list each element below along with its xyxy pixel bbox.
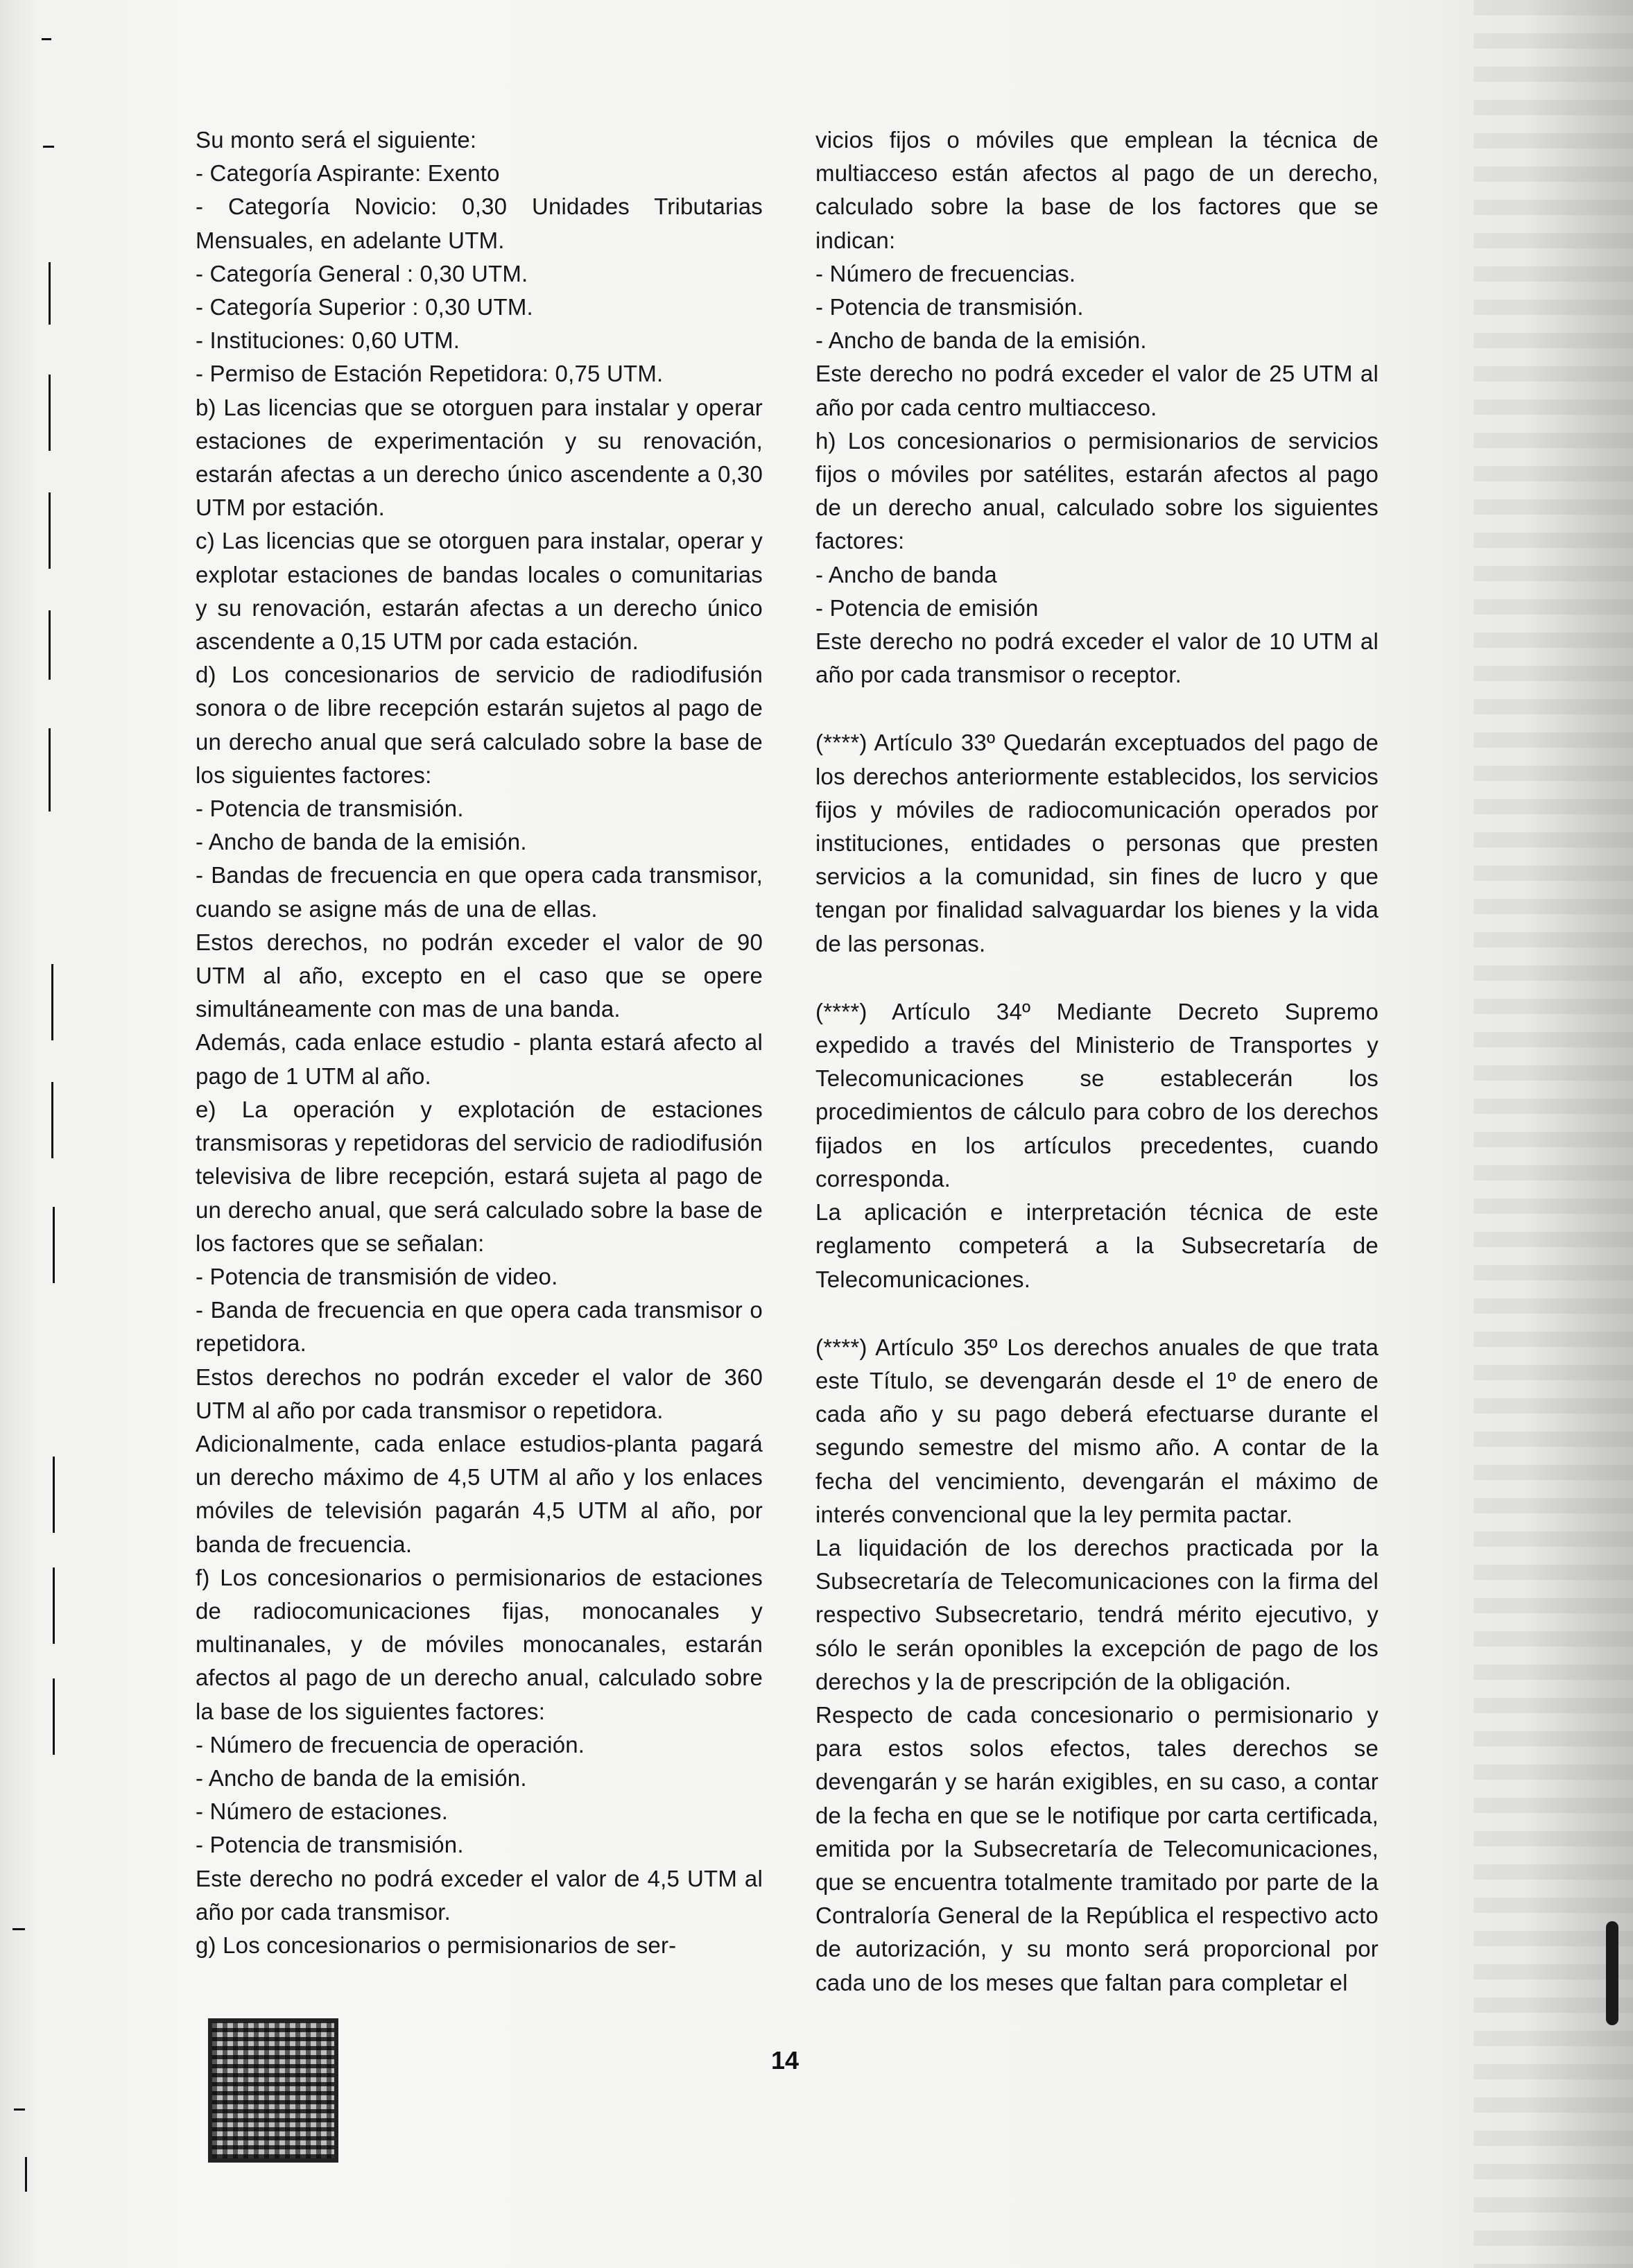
margin-mark bbox=[12, 1928, 25, 1930]
margin-mark bbox=[51, 1082, 53, 1158]
paragraph: La aplicación e interpretación técnica de este reglamento competerá a la Subsecretaría de Telecomunicaciones. bbox=[815, 1199, 1379, 1292]
paragraph: e) La operación y explotación de estaciones transmisoras y repetidoras del servicio de radiodifusión televisiva de libre recepción, estará sujeta al pago de un derecho anual, que será calculado sobre la base de los factores que se señalan: bbox=[196, 1096, 763, 1256]
section-gap bbox=[815, 1296, 1379, 1331]
paragraph: vicios fijos o móviles que emplean la técnica de multiacceso están afectos al pago de un derecho, calculado sobre la base de los factores que se indican: bbox=[815, 127, 1379, 253]
margin-mark bbox=[49, 728, 51, 811]
section-gap bbox=[815, 961, 1379, 995]
list-item: - Número de frecuencia de operación. bbox=[196, 1731, 585, 1758]
paragraph: Respecto de cada concesionario o permisionario y para estos solos efectos, tales derechos se devengarán y se harán exigibles, en su caso, a contar de la fecha en que se le notifique por carta certificada, emitida por la Subsecretaría de Telecomunicaciones, que se encuentra totalmente tramitado por parte de la Contraloría General de la República el respectivo acto de autorización, y su monto será proporcional por cada uno de los meses que faltan para completar el bbox=[815, 1701, 1379, 1995]
list-item: - Ancho de banda de la emisión. bbox=[815, 327, 1147, 354]
margin-mark bbox=[51, 964, 53, 1040]
page-number: 14 bbox=[771, 2046, 800, 2074]
paragraph: f) Los concesionarios o permisionarios de estaciones de radiocomunicaciones fijas, monocanales y multinanales, y de móviles monocanales, estarán afectos al pago de un derecho anual, calculado sobre la base de los siguientes factores: bbox=[196, 1564, 763, 1724]
list-item: - Categoría Novicio: 0,30 Unidades Tributarias Mensuales, en adelante UTM. bbox=[196, 194, 763, 253]
list-item: - Potencia de transmisión de video. bbox=[196, 1263, 558, 1289]
paragraph: d) Los concesionarios de servicio de radiodifusión sonora o de libre recepción estarán sujetos al pago de un derecho anual que será calculado sobre la base de los siguientes factores: bbox=[196, 662, 763, 788]
paragraph: Este derecho no podrá exceder el valor de 4,5 UTM al año por cada transmisor. bbox=[196, 1865, 763, 1925]
article-34: (****) Artículo 34º Mediante Decreto Supremo expedido a través del Ministerio de Transportes y Telecomunicaciones se establecerán los procedimientos de cálculo para cobro de los derechos fijados en los artículos precedentes, cuando corresponda. bbox=[815, 998, 1379, 1192]
paragraph: Adicionalmente, cada enlace estudios-planta pagará un derecho máximo de 4,5 UTM al año y los enlaces móviles de televisión pagarán 4,5 UTM al año, por banda de frecuencia. bbox=[196, 1430, 763, 1557]
list-item: - Número de frecuencias. bbox=[815, 260, 1076, 286]
margin-mark bbox=[53, 1567, 55, 1644]
list-item: - Banda de frecuencia en que opera cada transmisor o repetidora. bbox=[196, 1297, 763, 1357]
list-item: - Número de estaciones. bbox=[196, 1798, 449, 1825]
list-item: - Ancho de banda de la emisión. bbox=[196, 829, 527, 855]
paragraph: La liquidación de los derechos practicada por la Subsecretaría de Telecomunicaciones con la firma del respectivo Subsecretario, tendrá mérito ejecutivo, y sólo le serán oponibles la excepción de pago de los derechos y la de prescripción de la obligación. bbox=[815, 1534, 1379, 1694]
list-item: - Potencia de emisión bbox=[815, 594, 1039, 621]
paragraph: g) Los concesionarios o permisionarios de ser- bbox=[196, 1932, 677, 1958]
list-item: - Categoría Superior : 0,30 UTM. bbox=[196, 294, 533, 320]
list-item: - Potencia de transmisión. bbox=[196, 1832, 464, 1858]
list-item: - Potencia de transmisión. bbox=[196, 796, 464, 822]
paragraph: Este derecho no podrá exceder el valor de 10 UTM al año por cada transmisor o receptor. bbox=[815, 628, 1379, 688]
paragraph: Estos derechos, no podrán exceder el valor de 90 UTM al año, excepto en el caso que se opere simultáneamente con mas de una banda. bbox=[196, 929, 763, 1022]
paragraph: c) Las licencias que se otorguen para instalar, operar y explotar estaciones de bandas locales o comunitarias y su renovación, estarán afectas a un derecho único ascendente a 0,15 UTM por cada estación. bbox=[196, 528, 763, 655]
list-item: - Categoría General : 0,30 UTM. bbox=[196, 260, 528, 286]
list-item: - Ancho de banda de la emisión. bbox=[196, 1764, 527, 1791]
margin-mark bbox=[53, 1457, 55, 1533]
margin-mark bbox=[42, 38, 51, 40]
list-item: - Permiso de Estación Repetidora: 0,75 UTM. bbox=[196, 361, 664, 387]
margin-mark bbox=[43, 146, 54, 148]
margin-mark bbox=[49, 492, 51, 569]
paragraph: Este derecho no podrá exceder el valor de 25 UTM al año por cada centro multiacceso. bbox=[815, 361, 1379, 420]
list-item: - Instituciones: 0,60 UTM. bbox=[196, 327, 460, 354]
margin-mark bbox=[53, 1207, 55, 1283]
barcode-stamp-icon bbox=[208, 2018, 338, 2163]
margin-mark bbox=[53, 1678, 55, 1755]
margin-mark bbox=[14, 2108, 25, 2111]
left-column bbox=[196, 123, 763, 1962]
paragraph: b) Las licencias que se otorguen para instalar y operar estaciones de experimentación y su renovación, estarán afectas a un derecho único ascendente a 0,30 UTM por estación. bbox=[196, 394, 763, 521]
article-33: (****) Artículo 33º Quedarán exceptuados del pago de los derechos anteriormente establecidos, los servicios fijos y móviles de radiocomunicación operados por instituciones, entidades o personas que presten servicios a la comunidad, sin fines de lucro y que tengan por finalidad salvaguardar los bienes y la vida de las personas. bbox=[815, 730, 1379, 956]
list-item: - Potencia de transmisión. bbox=[815, 294, 1084, 320]
list-item: - Ancho de banda bbox=[815, 561, 997, 587]
margin-mark bbox=[49, 375, 51, 451]
margin-mark bbox=[49, 262, 51, 325]
list-item: - Bandas de frecuencia en que opera cada transmisor, cuando se asigne más de una de ellas. bbox=[196, 862, 763, 922]
section-gap bbox=[815, 691, 1379, 726]
paragraph: h) Los concesionarios o permisionarios de servicios fijos o móviles por satélites, estarán afectos al pago de un derecho anual, calculado sobre los siguientes factores: bbox=[815, 427, 1379, 554]
right-column bbox=[815, 123, 1379, 2000]
paragraph: Estos derechos no podrán exceder el valor de 360 UTM al año por cada transmisor o repetidora. bbox=[196, 1364, 763, 1423]
list-item: - Categoría Aspirante: Exento bbox=[196, 160, 500, 187]
edge-shadow bbox=[1606, 1921, 1618, 2025]
paragraph: Además, cada enlace estudio - planta estará afecto al pago de 1 UTM al año. bbox=[196, 1029, 763, 1089]
margin-mark bbox=[49, 610, 51, 680]
article-35: (****) Artículo 35º Los derechos anuales de que trata este Título, se devengarán desde el 1º de enero de cada año y su pago deberá efectuarse durante el segundo semestre del mismo año. A contar de la fecha del vencimiento, devengarán el máximo de interés convencional que la ley permita pactar. bbox=[815, 1334, 1379, 1527]
paragraph: Su monto será el siguiente: bbox=[196, 127, 477, 153]
margin-mark bbox=[25, 2157, 27, 2192]
